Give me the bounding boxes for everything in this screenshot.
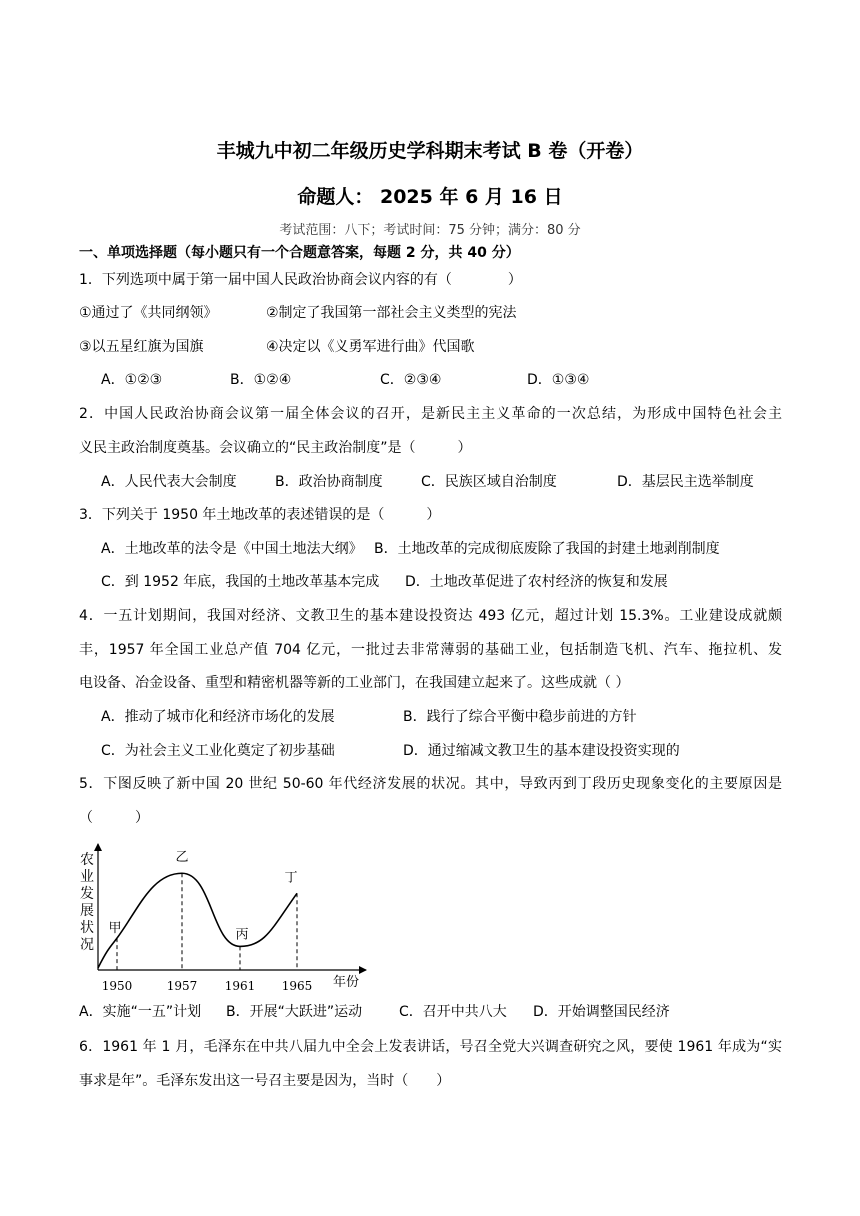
- author-date-line: 命题人： 2025 年 6 月 16 日: [297, 186, 563, 208]
- q1-item-2: ②制定了我国第一部社会主义类型的宪法: [266, 305, 517, 321]
- x-tick-label-1961: 1961: [224, 979, 256, 993]
- q2-option-b: B．政治协商制度: [275, 474, 383, 490]
- q5-stem-line2: （ ）: [79, 810, 149, 826]
- exam-info: 考试范围：八下；考试时间：75 分钟；满分：80 分: [279, 223, 581, 238]
- q3-option-d: D．土地改革促进了农村经济的恢复和发展: [405, 574, 668, 590]
- x-tick-label-1957: 1957: [166, 979, 198, 993]
- q5-option-b: B．开展“大跃进”运动: [226, 1004, 363, 1020]
- q1-stem: 1．下列选项中属于第一届中国人民政治协商会议内容的有（ ）: [79, 272, 522, 288]
- point-label-1961: 丙: [235, 927, 249, 943]
- q4-option-c: C．为社会主义工业化奠定了初步基础: [101, 743, 335, 759]
- page-title: 丰城九中初二年级历史学科期末考试 B 卷（开卷）: [216, 140, 644, 162]
- q3-option-c: C．到 1952 年底，我国的土地改革基本完成: [101, 574, 380, 590]
- agriculture-development-chart: [74, 838, 374, 998]
- q3-stem: 3．下列关于 1950 年土地改革的表述错误的是（ ）: [79, 507, 441, 523]
- x-axis-label: 年份: [332, 975, 360, 990]
- q5-stem-line1: 5．下图反映了新中国 20 世纪 50-60 年代经济发展的状况。其中，导致丙到丁段历史现象变化的主要原因是: [79, 776, 782, 792]
- point-label-1965: 丁: [284, 870, 298, 886]
- x-tick-label-1965: 1965: [281, 979, 313, 993]
- q1-item-1: ①通过了《共同纲领》: [79, 305, 218, 321]
- q1-option-a: A．①②③: [101, 372, 163, 388]
- q2-stem-line2: 义民主政治制度奠基。会议确立的“民主政治制度”是（ ）: [79, 440, 472, 456]
- q1-option-d: D．①③④: [527, 372, 590, 388]
- q4-option-b: B．践行了综合平衡中稳步前进的方针: [403, 709, 637, 725]
- q4-option-a: A．推动了城市化和经济市场化的发展: [101, 709, 335, 725]
- q3-option-a: A．土地改革的法令是《中国土地法大纲》: [101, 541, 363, 557]
- q4-stem-line3: 电设备、冶金设备、重型和精密机器等新的工业部门，在我国建立起来了。这些成就（ ）: [79, 675, 630, 691]
- q4-option-d: D．通过缩减文教卫生的基本建设投资实现的: [403, 743, 680, 759]
- y-axis-label: 农业发展状况: [80, 852, 94, 953]
- point-label-1950: 甲: [108, 921, 122, 937]
- q1-item-4: ④决定以《义勇军进行曲》代国歌: [266, 339, 475, 355]
- q2-option-d: D．基层民主选举制度: [617, 474, 754, 490]
- q1-option-c: C．②③④: [380, 372, 442, 388]
- agriculture-curve: [98, 873, 297, 968]
- q2-option-c: C．民族区域自治制度: [421, 474, 557, 490]
- q2-option-a: A．人民代表大会制度: [101, 474, 237, 490]
- q6-stem-line1: 6．1961 年 1 月，毛泽东在中共八届九中全会上发表讲话，号召全党大兴调查研究之风，要使 1961 年成为“实: [79, 1039, 782, 1055]
- q5-option-c: C．召开中共八大: [399, 1004, 507, 1020]
- q4-stem-line2: 丰，1957 年全国工业总产值 704 亿元，一批过去非常薄弱的基础工业，包括制造飞机、汽车、拖拉机、发: [79, 642, 782, 658]
- q3-option-b: B．土地改革的完成彻底废除了我国的封建土地剥削制度: [374, 541, 720, 557]
- q4-stem-line1: 4．一五计划期间，我国对经济、文教卫生的基本建设投资达 493 亿元，超过计划 15.3%。工业建设成就颇: [79, 608, 782, 624]
- x-tick-label-1950: 1950: [101, 979, 133, 993]
- q1-item-3: ③以五星红旗为国旗: [79, 339, 204, 355]
- q5-option-d: D．开始调整国民经济: [533, 1004, 670, 1020]
- q1-option-b: B．①②④: [230, 372, 292, 388]
- point-label-1957: 乙: [175, 850, 189, 866]
- section-heading: 一、单项选择题（每小题只有一个合题意答案，每题 2 分，共 40 分）: [79, 245, 520, 261]
- q5-option-a: A．实施“一五”计划: [79, 1004, 202, 1020]
- q6-stem-line2: 事求是年”。毛泽东发出这一号召主要是因为，当时（ ）: [79, 1073, 451, 1089]
- q2-stem-line1: 2．中国人民政治协商会议第一届全体会议的召开，是新民主主义革命的一次总结，为形成中国特色社会主: [79, 406, 782, 422]
